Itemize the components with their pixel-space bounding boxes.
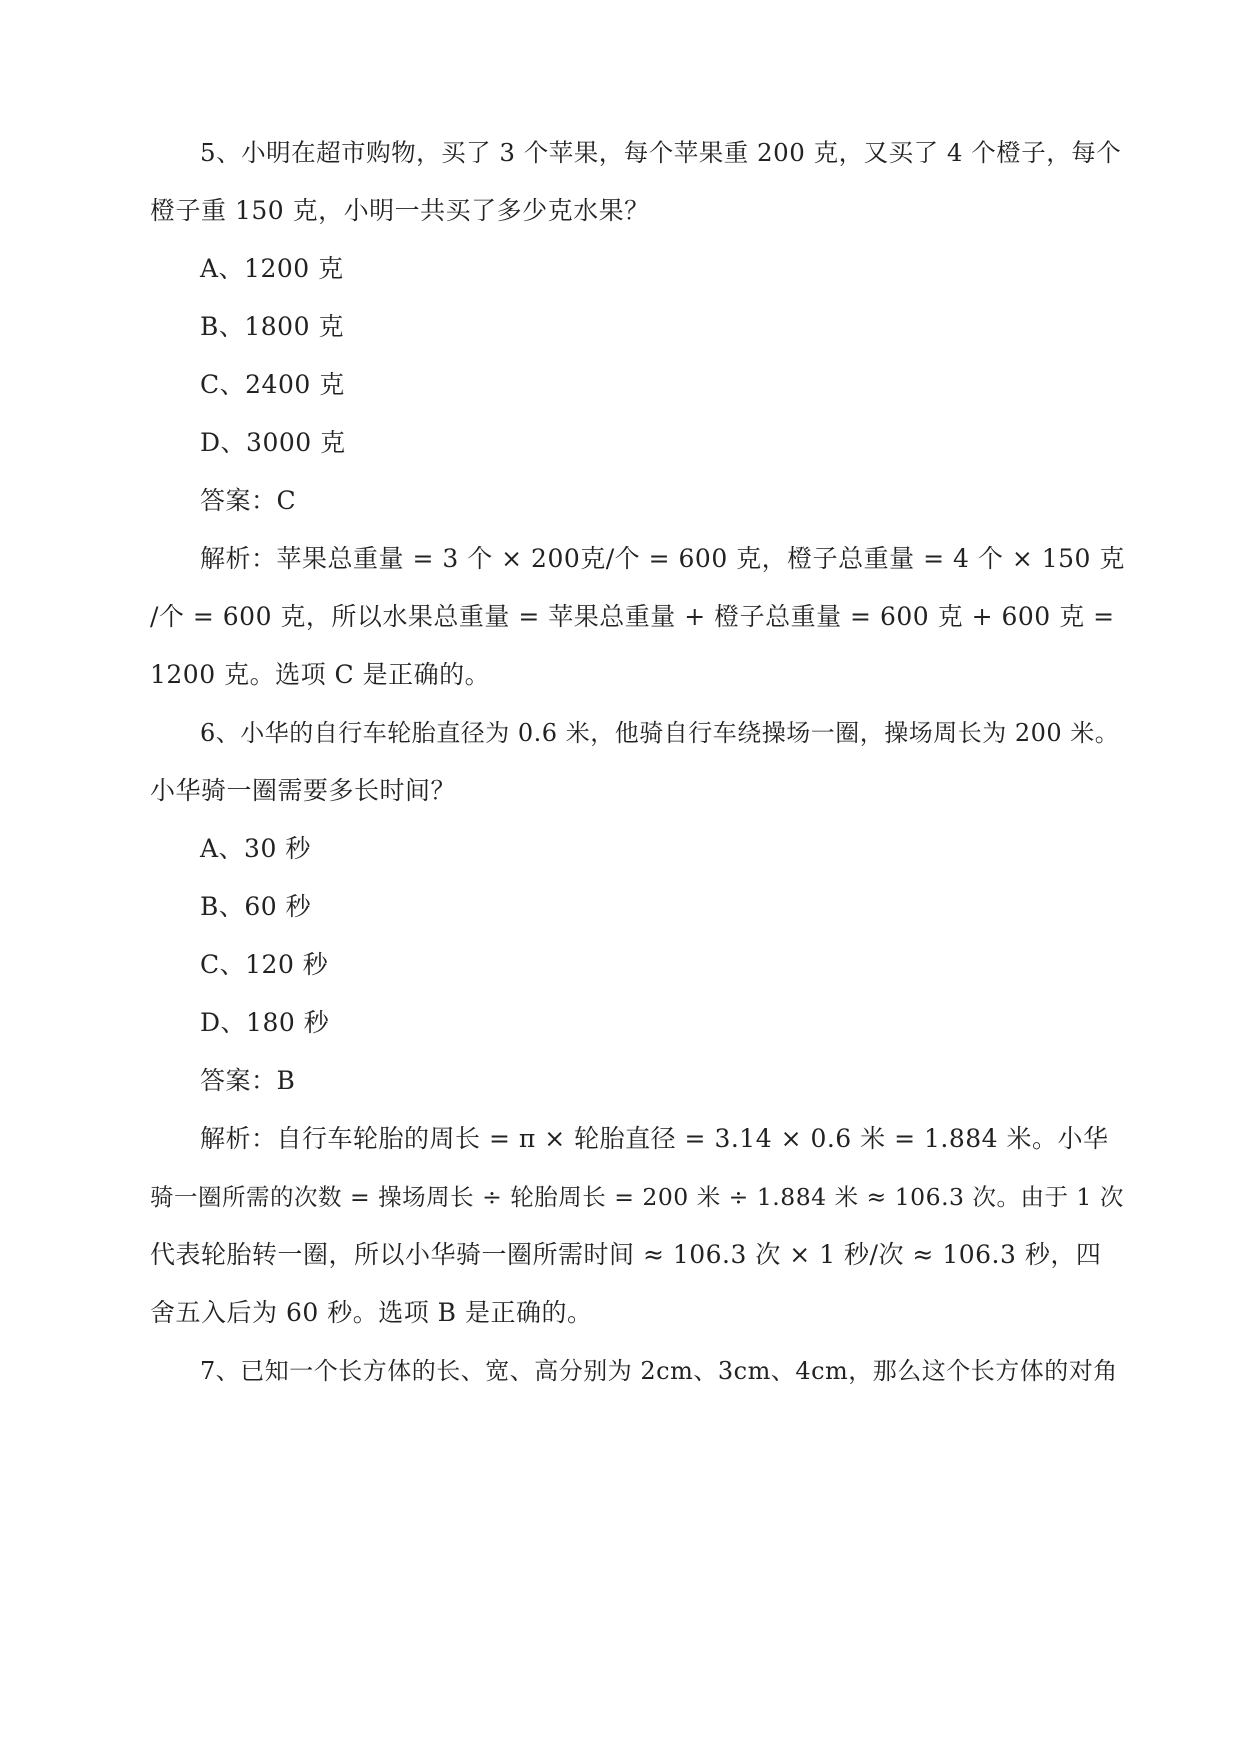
q6-option-a: A、30 秒: [200, 834, 311, 863]
q6-stem-line-1: 6、小华的自行车轮胎直径为 0.6 米，他骑自行车绕操场一圈，操场周长为 200 米。: [200, 719, 1120, 747]
q5-answer: 答案：C: [200, 486, 297, 515]
q5-analysis-line-2: /个 = 600 克，所以水果总重量 = 苹果总重量 + 橙子总重量 = 600 克 + 600 克 =: [150, 602, 1115, 631]
q6-option-d: D、180 秒: [200, 1008, 330, 1037]
q5-stem-line-2: 橙子重 150 克，小明一共买了多少克水果？: [150, 196, 650, 225]
q6-analysis-line-4: 舍五入后为 60 秒。选项 B 是正确的。: [150, 1298, 593, 1327]
q5-option-d: D、3000 克: [200, 428, 346, 457]
q6-option-c: C、120 秒: [200, 950, 329, 979]
q6-analysis-line-3: 代表轮胎转一圈，所以小华骑一圈所需时间 ≈ 106.3 次 × 1 秒/次 ≈ 106.3 秒，四: [150, 1240, 1102, 1269]
q7-stem-line-1: 7、已知一个长方体的长、宽、高分别为 2cm、3cm、4cm，那么这个长方体的对角: [200, 1357, 1118, 1385]
q5-analysis-line-3: 1200 克。选项 C 是正确的。: [150, 660, 491, 689]
q6-analysis-line-2: 骑一圈所需的次数 = 操场周长 ÷ 轮胎周长 = 200 米 ÷ 1.884 米 ≈ 106.3 次。由于 1 次: [150, 1183, 1124, 1211]
q6-analysis-line-1: 解析：自行车轮胎的周长 = π × 轮胎直径 = 3.14 × 0.6 米 = 1.884 米。小华: [200, 1124, 1109, 1153]
q5-option-c: C、2400 克: [200, 370, 345, 399]
q5-option-b: B、1800 克: [200, 312, 344, 341]
q6-option-b: B、60 秒: [200, 892, 312, 921]
q5-analysis-line-1: 解析：苹果总重量 = 3 个 × 200克/个 = 600 克，橙子总重量 = 4 个 × 150 克: [200, 544, 1125, 573]
q6-answer: 答案：B: [200, 1066, 296, 1095]
q5-option-a: A、1200 克: [200, 254, 344, 283]
q5-stem-line-1: 5、小明在超市购物，买了 3 个苹果，每个苹果重 200 克，又买了 4 个橙子，每个: [200, 138, 1122, 167]
q6-stem-line-2: 小华骑一圈需要多长时间？: [150, 776, 457, 805]
